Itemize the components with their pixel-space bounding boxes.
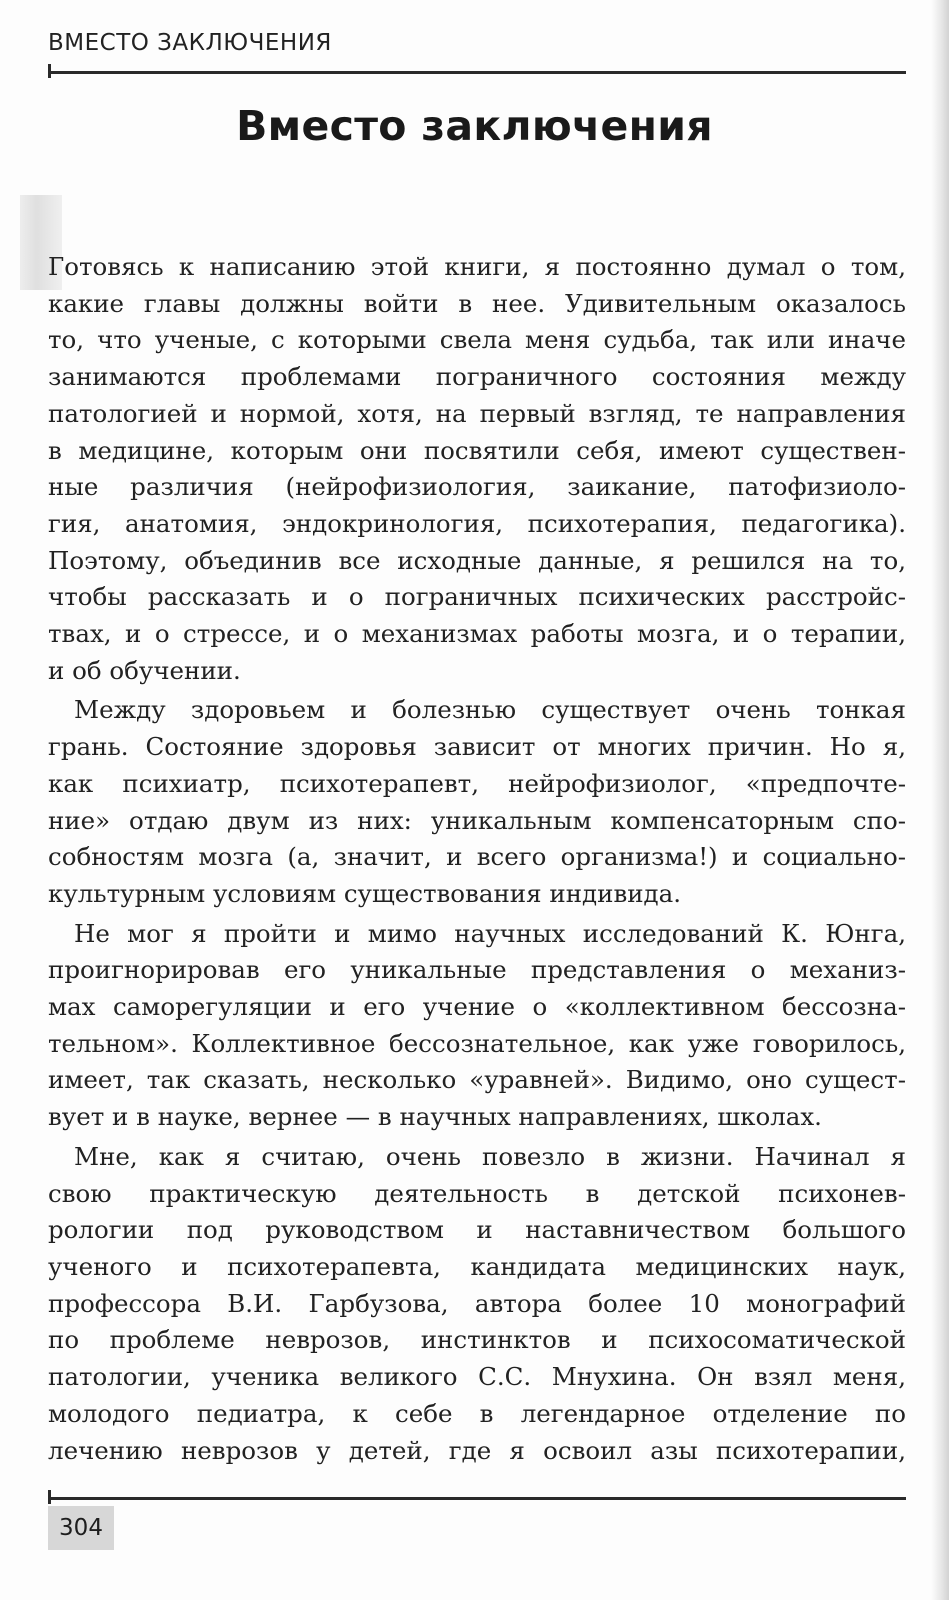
body-text [48, 249, 906, 1472]
text-line: патологии, ученика великого С.С. Мнухина. Он взял меня, [48, 1362, 906, 1392]
running-head: ВМЕСТО ЗАКЛЮЧЕНИЯ [48, 30, 332, 56]
text-line: то, что ученые, с которыми свела меня судьба, так или иначе [48, 325, 906, 355]
paragraph-2 [48, 692, 906, 912]
text-line: имеет, так сказать, несколько «уравней». Видимо, оно сущест- [48, 1065, 906, 1095]
chapter-title: Вместо заключения [236, 102, 713, 150]
page-edge-shadow [931, 0, 949, 1600]
text-line: свою практическую деятельность в детской психонев- [48, 1178, 906, 1208]
text-line: Готовясь к написанию этой книги, я постоянно думал о том, [48, 252, 906, 281]
text-line: вует и в науке, вернее — в научных направлениях, школах. [48, 1102, 822, 1132]
text-line: твах, и о стрессе, и о механизмах работы мозга, и о терапии, [48, 619, 906, 649]
text-line: в медицине, которым они посвятили себя, имеют существен- [48, 435, 906, 465]
page-number-box [48, 1506, 114, 1550]
text-line: мах саморегуляции и его учение о «коллективном бессозна- [48, 992, 906, 1022]
text-line: собностям мозга (а, значит, и всего организма!) и социально- [48, 842, 906, 872]
paragraph-1 [48, 249, 906, 689]
text-line: патологией и нормой, хотя, на первый взгляд, те направления [48, 398, 906, 428]
text-line: занимаются проблемами пограничного состояния между [48, 362, 906, 392]
text-line: Мне, как я считаю, очень повезло в жизни. Начинал я [74, 1141, 906, 1171]
text-line: тельном». Коллективное бессознательное, как уже говорилось, [48, 1028, 906, 1058]
text-line: Не мог я пройти и мимо научных исследований К. Юнга, [74, 918, 906, 948]
text-line: Поэтому, объединив все исходные данные, я решился на то, [48, 545, 906, 575]
text-line: проигнорировав его уникальные представления о механиз- [48, 955, 906, 985]
text-line: лечению неврозов у детей, где я освоил азы психотерапии, [48, 1435, 906, 1465]
header-rule [48, 71, 906, 74]
page-number: 304 [59, 1515, 103, 1541]
text-line: молодого педиатра, к себе в легендарное отделение по [48, 1398, 906, 1428]
text-line: ные различия (нейрофизиология, заикание, патофизиоло- [48, 472, 906, 502]
text-line: гия, анатомия, эндокринология, психотерапия, педагогика). [48, 508, 906, 538]
text-line: как психиатр, психотерапевт, нейрофизиолог, «предпочте- [48, 768, 906, 798]
text-line: чтобы рассказать и о пограничных психических расстройс- [48, 582, 906, 612]
text-line: по проблеме неврозов, инстинктов и психосоматической [48, 1325, 906, 1355]
text-line: Между здоровьем и болезнью существует очень тонкая [74, 695, 906, 725]
text-line: ние» отдаю двум из них: уникальным компенсаторным спо- [48, 805, 906, 835]
text-line: ученого и психотерапевта, кандидата медицинских наук, [48, 1251, 906, 1281]
text-line: рологии под руководством и наставничеством большого [48, 1215, 906, 1245]
text-line: и об обучении. [48, 655, 241, 685]
text-line: профессора В.И. Гарбузова, автора более 10 монографий [48, 1288, 906, 1318]
paragraph-4 [48, 1139, 906, 1469]
text-line: какие главы должны войти в нее. Удивительным оказалось [48, 288, 906, 318]
text-line: культурным условиям существования индивида. [48, 878, 682, 908]
text-line: грань. Состояние здоровья зависит от многих причин. Но я, [48, 732, 906, 762]
footer-rule [48, 1497, 906, 1500]
paragraph-3 [48, 916, 906, 1136]
